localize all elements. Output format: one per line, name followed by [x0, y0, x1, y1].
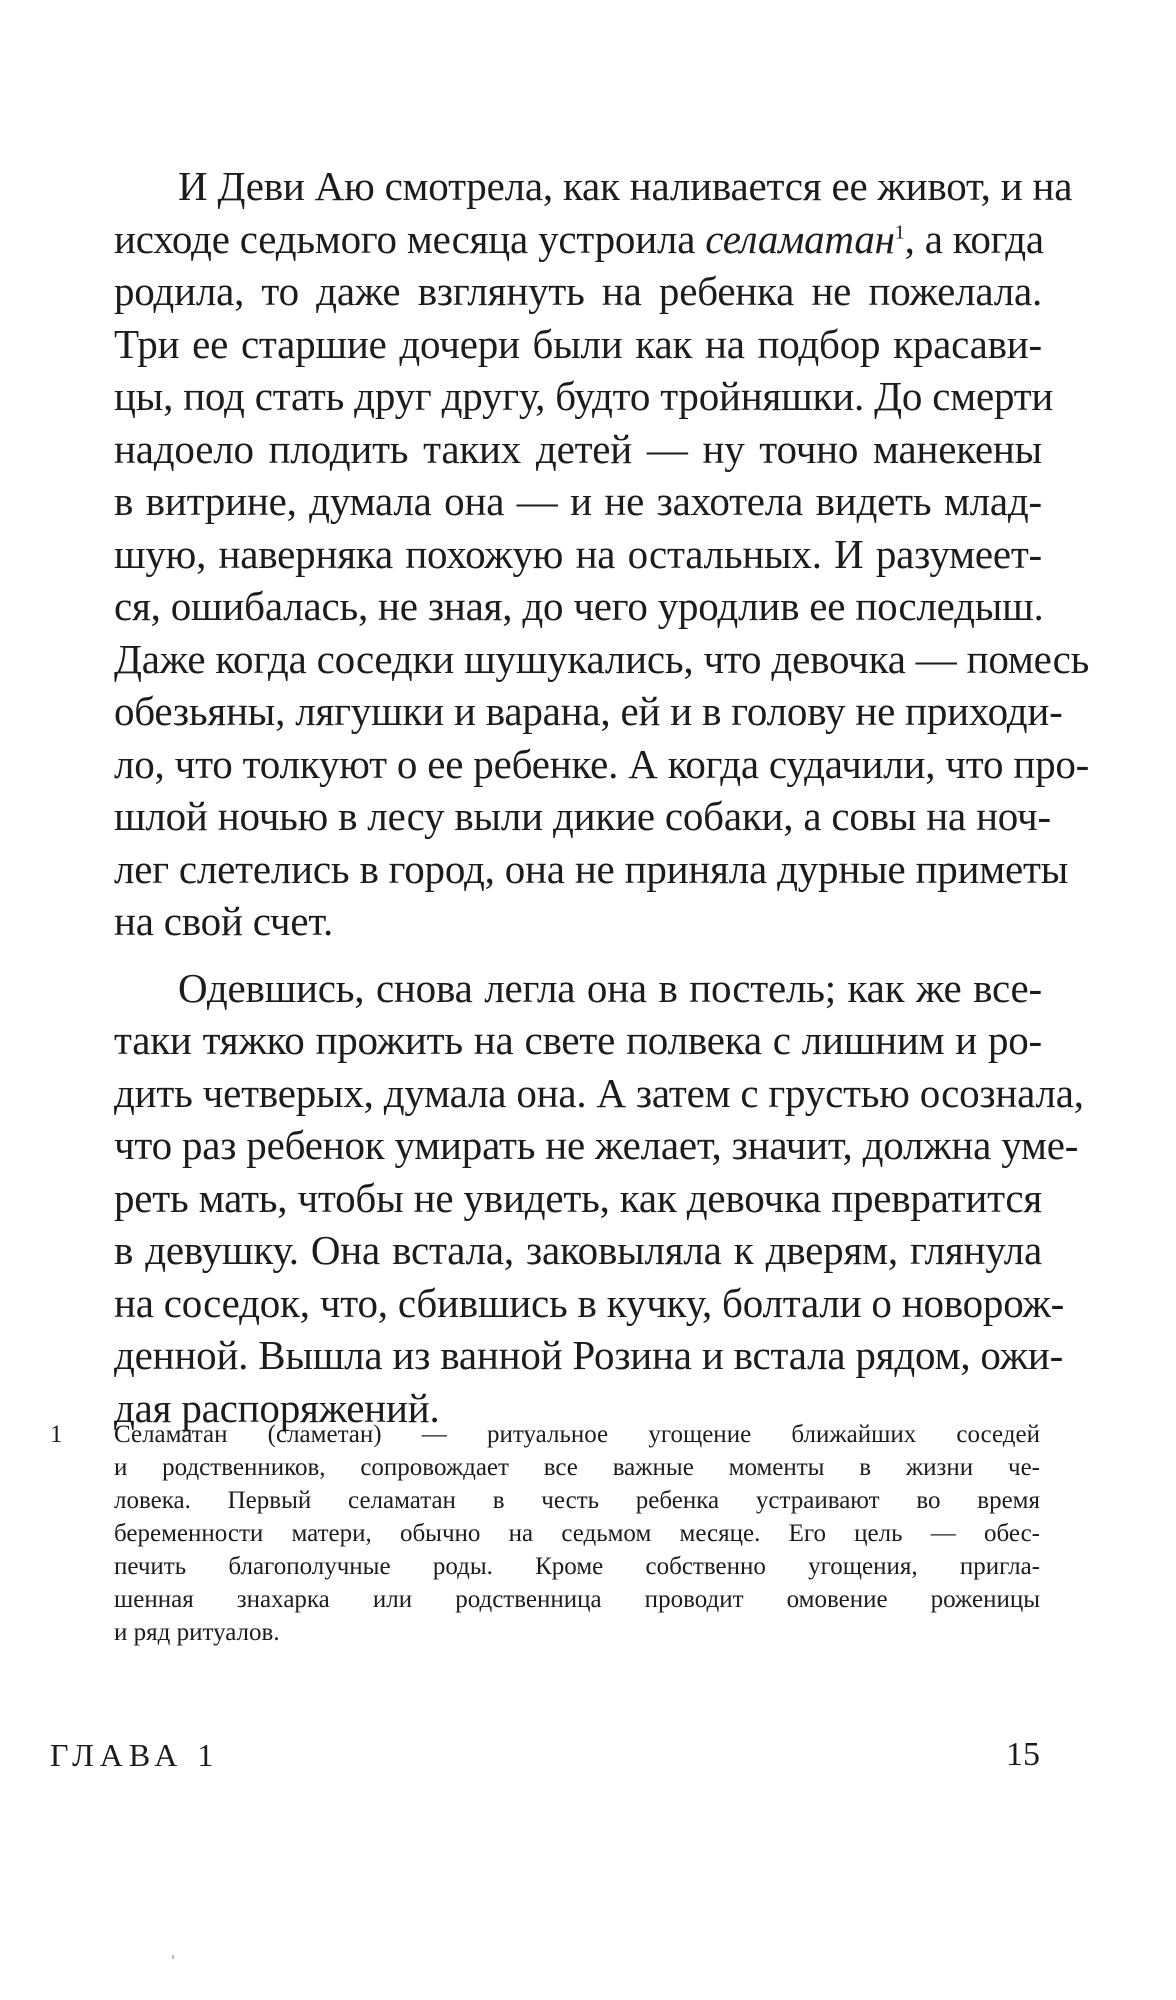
page-number: 15	[1006, 1736, 1040, 1773]
text-line-part: , а когда	[904, 215, 1044, 262]
text-line: ся, ошибалась, не зная, до чего уродлив ее последыш.	[114, 583, 1044, 629]
text-line: денной. Вышла из ванной Розина и встала рядом, ожи-	[114, 1332, 1064, 1378]
italic-term: селаматан	[705, 215, 895, 262]
footnote-body	[114, 1418, 1040, 1649]
text-line: дая распоряжений.	[114, 1384, 440, 1431]
text-line: в витрине, думала она — и не захотела видеть млад-	[114, 478, 1042, 524]
footnote-line: и родственников, сопровождает все важные моменты в жизни че-	[114, 1454, 1040, 1481]
text-line: цы, под стать друг другу, будто тройняшки. До смерти	[114, 373, 1054, 419]
text-line: на свой счет.	[114, 898, 334, 944]
text-line: обезьяны, лягушки и варана, ей и в голову не приходи-	[114, 688, 1063, 734]
footnote-line: беременности матери, обычно на седьмом месяце. Его цель — обес-	[114, 1520, 1040, 1547]
text-line: дить четверых, думала она. А затем с грустью осознала,	[114, 1069, 1084, 1116]
paragraph-2	[50, 962, 1084, 1435]
text-line: ло, что толкуют о ее ребенке. А когда судачили, что про-	[114, 740, 1090, 787]
footnote-line: и ряд ритуалов.	[114, 1619, 280, 1646]
text-line: реть мать, чтобы не увидеть, как девочка превратится	[114, 1174, 1042, 1221]
paragraph-1	[50, 160, 1090, 948]
text-line: на соседок, что, сбившись в кучку, болтали о новорож-	[114, 1279, 1065, 1326]
paper-speck	[172, 1955, 174, 1959]
footnote	[50, 1418, 1040, 1649]
text-line: Даже когда соседки шушукались, что девочка — помесь	[114, 635, 1090, 682]
main-text	[50, 160, 1090, 1434]
text-line	[50, 213, 1042, 266]
footnote-line: ловека. Первый селаматан в честь ребенка устраивают во время	[114, 1487, 1040, 1514]
text-line: родила, то даже взглянуть на ребенка не пожелала.	[114, 268, 1042, 314]
footnote-line: Селаматан (сламетан) — ритуальное угощение ближайших соседей	[114, 1421, 1040, 1448]
footnote-line: печить благополучные роды. Кроме собственно угощения, пригла-	[114, 1553, 1040, 1580]
text-line: Одевшись, снова легла она в постель; как же все-	[178, 964, 1042, 1011]
text-line: шлой ночью в лесу выли дикие собаки, а совы на ноч-	[114, 793, 1051, 839]
footnote-number: 1	[50, 1421, 63, 1448]
text-line-part: исходе седьмого месяца устроила	[114, 215, 706, 262]
text-line: что раз ребенок умирать не желает, значит, должна уме-	[114, 1122, 1079, 1168]
text-line: в девушку. Она встала, заковыляла к дверям, глянула	[114, 1227, 1042, 1273]
text-line: надоело плодить таких детей — ну точно манекены	[114, 425, 1042, 472]
chapter-label: ГЛАВА 1	[50, 1737, 220, 1773]
footnote-line: шенная знахарка или родственница проводит омовение роженицы	[114, 1586, 1040, 1613]
text-line: Три ее старшие дочери были как на подбор красави-	[114, 320, 1042, 367]
text-line: лег слетелись в город, она не приняла дурные приметы	[114, 845, 1069, 892]
text-line: шую, наверняка похожую на остальных. И разумеет-	[114, 530, 1042, 577]
text-line: И Деви Аю смотрела, как наливается ее живот, и на	[178, 163, 1073, 209]
footnote-reference[interactable]: 1	[894, 220, 905, 243]
text-line: таки тяжко прожить на свете полвека с лишним и ро-	[114, 1017, 1042, 1063]
